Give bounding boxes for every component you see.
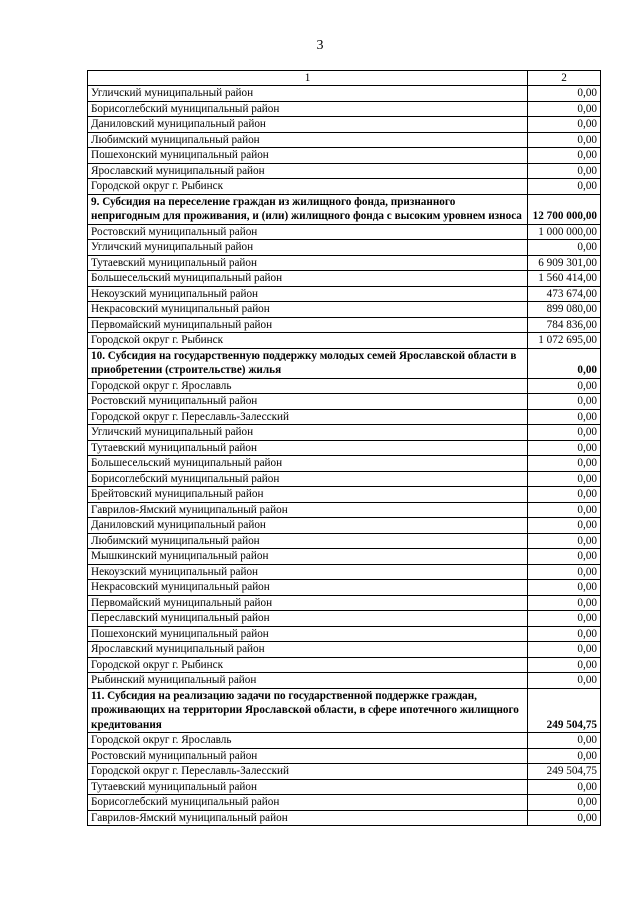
- municipality-name: Угличский муниципальный район: [88, 240, 528, 256]
- amount-value: 0,00: [528, 595, 601, 611]
- municipality-name: Городской округ г. Рыбинск: [88, 657, 528, 673]
- table-row: [88, 255, 601, 271]
- amount-value: 0,00: [528, 471, 601, 487]
- amount-value: 0,00: [528, 456, 601, 472]
- municipality-name: Любимский муниципальный район: [88, 132, 528, 148]
- municipality-name: Ярославский муниципальный район: [88, 642, 528, 658]
- table-row: [88, 549, 601, 565]
- amount-value: 1 560 414,00: [528, 271, 601, 287]
- municipality-name: Борисоглебский муниципальный район: [88, 101, 528, 117]
- municipality-name: Любимский муниципальный район: [88, 533, 528, 549]
- table-row: [88, 317, 601, 333]
- table-row: [88, 224, 601, 240]
- table-row: [88, 132, 601, 148]
- table-row: [88, 595, 601, 611]
- municipality-name: Некрасовский муниципальный район: [88, 302, 528, 318]
- table-row: [88, 333, 601, 349]
- amount-value: 0,00: [528, 148, 601, 164]
- subsidy-table: [87, 70, 601, 826]
- section-header-row: [88, 194, 601, 224]
- municipality-name: Некрасовский муниципальный район: [88, 580, 528, 596]
- table-row: [88, 148, 601, 164]
- amount-value: 0,00: [528, 626, 601, 642]
- table-row: [88, 795, 601, 811]
- section-title: 10. Субсидия на государственную поддержку молодых семей Ярославской области в приобретении (строительстве) жилья: [88, 348, 528, 378]
- municipality-name: Городской округ г. Переславль-Залесский: [88, 409, 528, 425]
- amount-value: 1 072 695,00: [528, 333, 601, 349]
- table-row: [88, 673, 601, 689]
- table-row: [88, 642, 601, 658]
- section-title: 9. Субсидия на переселение граждан из жилищного фонда, признанного непригодным для проживания, и (или) жилищного фонда с высоким уровнем износа: [88, 194, 528, 224]
- section-header-row: [88, 348, 601, 378]
- amount-value: 0,00: [528, 795, 601, 811]
- amount-value: 0,00: [528, 733, 601, 749]
- amount-value: 0,00: [528, 425, 601, 441]
- municipality-name: Мышкинский муниципальный район: [88, 549, 528, 565]
- municipality-name: Ростовский муниципальный район: [88, 748, 528, 764]
- column-header-1: 1: [88, 71, 528, 86]
- municipality-name: Городской округ г. Ярославль: [88, 378, 528, 394]
- table-row: [88, 733, 601, 749]
- table-row: [88, 533, 601, 549]
- table-row: [88, 764, 601, 780]
- table-row: [88, 286, 601, 302]
- municipality-name: Гаврилов-Ямский муниципальный район: [88, 810, 528, 826]
- amount-value: 0,00: [528, 564, 601, 580]
- table-row: [88, 471, 601, 487]
- municipality-name: Угличский муниципальный район: [88, 86, 528, 102]
- table-row: [88, 409, 601, 425]
- municipality-name: Даниловский муниципальный район: [88, 518, 528, 534]
- municipality-name: Пошехонский муниципальный район: [88, 148, 528, 164]
- table-row: [88, 748, 601, 764]
- municipality-name: Некоузский муниципальный район: [88, 286, 528, 302]
- amount-value: 0,00: [528, 440, 601, 456]
- table-row: [88, 564, 601, 580]
- page-number: 3: [316, 38, 324, 53]
- municipality-name: Рыбинский муниципальный район: [88, 673, 528, 689]
- amount-value: 0,00: [528, 748, 601, 764]
- table-row: [88, 101, 601, 117]
- amount-value: 0,00: [528, 611, 601, 627]
- amount-value: 1 000 000,00: [528, 224, 601, 240]
- municipality-name: Гаврилов-Ямский муниципальный район: [88, 502, 528, 518]
- table-header-row: [88, 71, 601, 86]
- municipality-name: Тутаевский муниципальный район: [88, 440, 528, 456]
- municipality-name: Тутаевский муниципальный район: [88, 779, 528, 795]
- table-row: [88, 502, 601, 518]
- table-row: [88, 163, 601, 179]
- amount-value: 0,00: [528, 240, 601, 256]
- amount-value: 0,00: [528, 673, 601, 689]
- municipality-name: Даниловский муниципальный район: [88, 117, 528, 133]
- municipality-name: Борисоглебский муниципальный район: [88, 795, 528, 811]
- amount-value: 0,00: [528, 533, 601, 549]
- amount-value: 0,00: [528, 657, 601, 673]
- municipality-name: Переславский муниципальный район: [88, 611, 528, 627]
- amount-value: 0,00: [528, 549, 601, 565]
- table-row: [88, 302, 601, 318]
- table-row: [88, 580, 601, 596]
- table-row: [88, 626, 601, 642]
- amount-value: 0,00: [528, 580, 601, 596]
- table-row: [88, 425, 601, 441]
- table-row: [88, 179, 601, 195]
- amount-value: 0,00: [528, 779, 601, 795]
- section-header-row: [88, 688, 601, 733]
- municipality-name: Брейтовский муниципальный район: [88, 487, 528, 503]
- municipality-name: Городской округ г. Рыбинск: [88, 179, 528, 195]
- table-row: [88, 611, 601, 627]
- amount-value: 0,00: [528, 117, 601, 133]
- section-total: 0,00: [528, 348, 601, 378]
- amount-value: 0,00: [528, 502, 601, 518]
- municipality-name: Большесельский муниципальный район: [88, 456, 528, 472]
- amount-value: 6 909 301,00: [528, 255, 601, 271]
- table-row: [88, 240, 601, 256]
- amount-value: 0,00: [528, 132, 601, 148]
- amount-value: 0,00: [528, 101, 601, 117]
- municipality-name: Угличский муниципальный район: [88, 425, 528, 441]
- amount-value: 473 674,00: [528, 286, 601, 302]
- amount-value: 0,00: [528, 86, 601, 102]
- table-row: [88, 657, 601, 673]
- table-row: [88, 456, 601, 472]
- amount-value: 0,00: [528, 394, 601, 410]
- municipality-name: Первомайский муниципальный район: [88, 317, 528, 333]
- municipality-name: Ростовский муниципальный район: [88, 394, 528, 410]
- amount-value: 784 836,00: [528, 317, 601, 333]
- table-row: [88, 487, 601, 503]
- municipality-name: Ростовский муниципальный район: [88, 224, 528, 240]
- amount-value: 0,00: [528, 378, 601, 394]
- amount-value: 899 080,00: [528, 302, 601, 318]
- municipality-name: Первомайский муниципальный район: [88, 595, 528, 611]
- table-row: [88, 86, 601, 102]
- amount-value: 0,00: [528, 409, 601, 425]
- column-header-2: 2: [528, 71, 601, 86]
- section-title: 11. Субсидия на реализацию задачи по государственной поддержке граждан, проживающих на территории Ярославской области, в сфере ипотечного жилищного кредитования: [88, 688, 528, 733]
- table-row: [88, 271, 601, 287]
- table-row: [88, 440, 601, 456]
- amount-value: 0,00: [528, 179, 601, 195]
- table-row: [88, 394, 601, 410]
- amount-value: 0,00: [528, 518, 601, 534]
- municipality-name: Городской округ г. Ярославль: [88, 733, 528, 749]
- municipality-name: Тутаевский муниципальный район: [88, 255, 528, 271]
- municipality-name: Городской округ г. Переславль-Залесский: [88, 764, 528, 780]
- municipality-name: Городской округ г. Рыбинск: [88, 333, 528, 349]
- section-total: 12 700 000,00: [528, 194, 601, 224]
- municipality-name: Большесельский муниципальный район: [88, 271, 528, 287]
- municipality-name: Пошехонский муниципальный район: [88, 626, 528, 642]
- table-row: [88, 779, 601, 795]
- section-total: 249 504,75: [528, 688, 601, 733]
- amount-value: 0,00: [528, 642, 601, 658]
- municipality-name: Некоузский муниципальный район: [88, 564, 528, 580]
- table-row: [88, 117, 601, 133]
- municipality-name: Ярославский муниципальный район: [88, 163, 528, 179]
- table-row: [88, 378, 601, 394]
- municipality-name: Борисоглебский муниципальный район: [88, 471, 528, 487]
- table-row: [88, 518, 601, 534]
- amount-value: 0,00: [528, 810, 601, 826]
- amount-value: 249 504,75: [528, 764, 601, 780]
- amount-value: 0,00: [528, 163, 601, 179]
- amount-value: 0,00: [528, 487, 601, 503]
- table-row: [88, 810, 601, 826]
